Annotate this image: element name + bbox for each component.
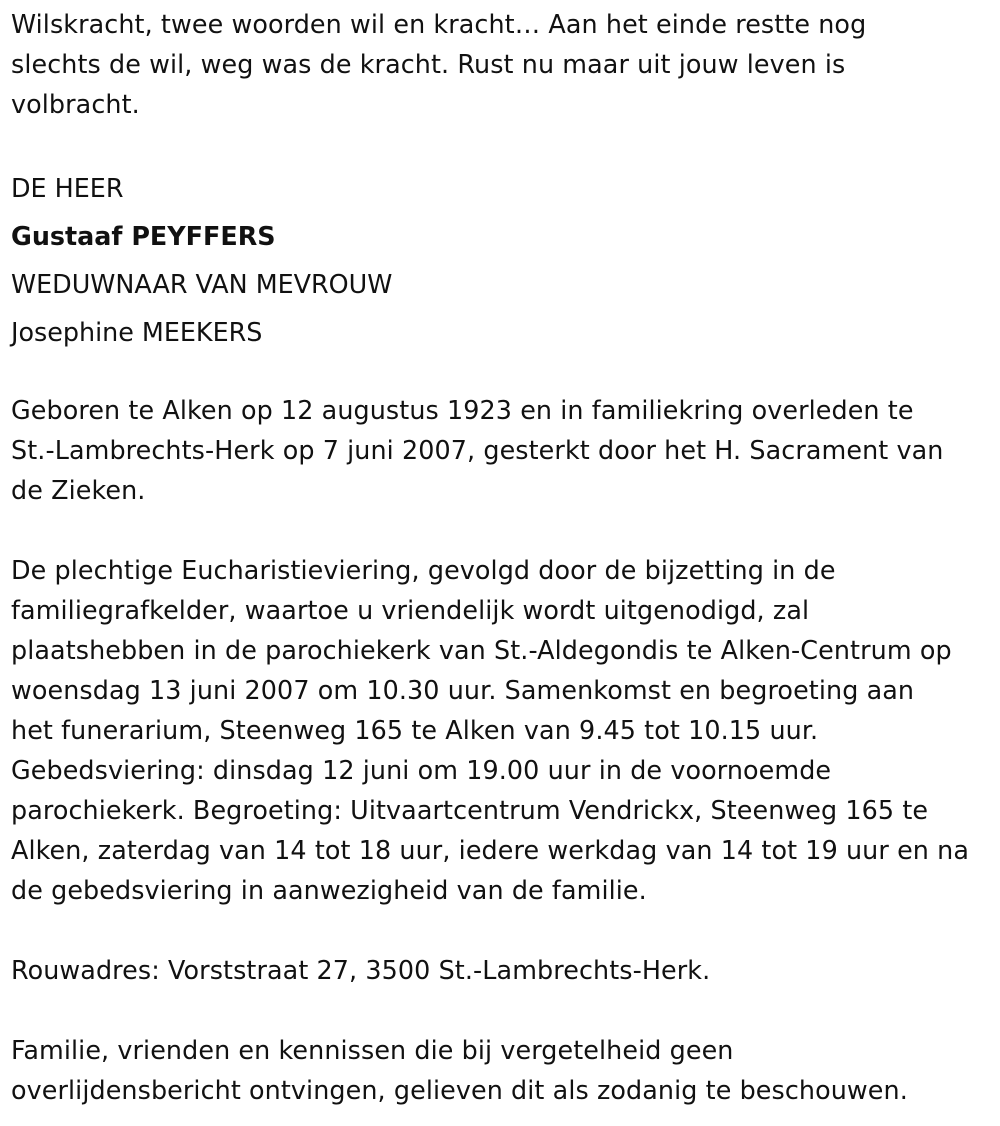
ceremony-line: Gebedsviering: dinsdag 12 juni om 19.00 uur in de voornoemde [11,755,832,785]
closing-paragraph [11,1030,991,1110]
spacer [11,910,991,950]
deceased-relation: WEDUWNAAR VAN MEVROUW [11,269,393,299]
ceremony-line: Alken, zaterdag van 14 tot 18 uur, iedere werkdag van 14 tot 19 uur en na [11,835,970,865]
spacer [11,356,991,390]
birth-death-line: Geboren te Alken op 12 augustus 1923 en in familiekring overleden te [11,395,914,425]
ceremony-line: woensdag 13 juni 2007 om 10.30 uur. Samenkomst en begroeting aan [11,675,915,705]
closing-line: overlijdensbericht ontvingen, gelieven dit als zodanig te beschouwen. [11,1075,908,1105]
obituary-notice [11,4,991,1110]
birth-death-line: St.-Lambrechts-Herk op 7 juni 2007, gesterkt door het H. Sacrament van [11,435,944,465]
ceremony-line: plaatshebben in de parochiekerk van St.-Aldegondis te Alken-Centrum op [11,635,952,665]
deceased-name: Gustaaf PEYFFERS [11,221,276,251]
spacer [11,510,991,550]
mourning-address [11,950,991,990]
ceremony-line: het funerarium, Steenweg 165 te Alken van 9.45 tot 10.15 uur. [11,715,819,745]
intro-quote [11,4,991,124]
spouse-name: Josephine MEEKERS [11,317,263,347]
intro-line: Wilskracht, twee woorden wil en kracht… Aan het einde restte nog [11,9,867,39]
mourning-address-text: Rouwadres: Vorststraat 27, 3500 St.-Lambrechts-Herk. [11,955,711,985]
deceased-title: DE HEER [11,173,124,203]
birth-death-line: de Zieken. [11,475,146,505]
intro-line: volbracht. [11,89,140,119]
birth-death-paragraph [11,390,991,510]
ceremony-line: familiegrafkelder, waartoe u vriendelijk wordt uitgenodigd, zal [11,595,810,625]
spacer [11,990,991,1030]
closing-line: Familie, vrienden en kennissen die bij vergetelheid geen [11,1035,734,1065]
ceremony-line: De plechtige Eucharistieviering, gevolgd door de bijzetting in de [11,555,836,585]
ceremony-paragraph [11,550,991,910]
spacer [11,124,991,164]
ceremony-line: de gebedsviering in aanwezigheid van de familie. [11,875,647,905]
intro-line: slechts de wil, weg was de kracht. Rust nu maar uit jouw leven is [11,49,846,79]
ceremony-line: parochiekerk. Begroeting: Uitvaartcentrum Vendrickx, Steenweg 165 te [11,795,929,825]
